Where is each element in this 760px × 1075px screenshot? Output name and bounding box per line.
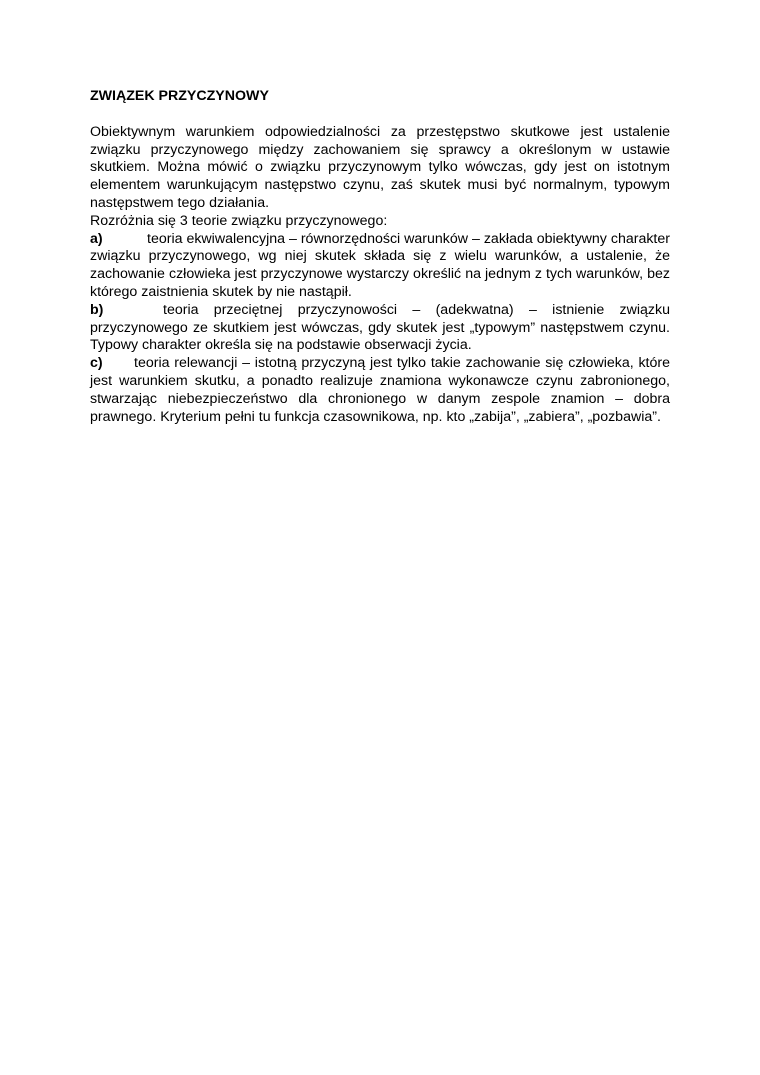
document-title: ZWIĄZEK PRZYCZYNOWY	[90, 88, 269, 104]
document-page	[90, 88, 670, 426]
theory-text-c: teoria relewancji – istotną przyczyną jest tylko takie zachowanie się człowieka, które jest warunkiem skutku, a ponadto realizuje znamiona wykonawcze czynu zabronionego, stwarzając niebezpieczeństwo dla chronionego w danym zespole znamion – dobra prawnego. Kryterium pełni tu funkcja czasownikowa, np. kto „zabija”, „zabiera”, „pozbawia”.	[90, 355, 670, 425]
theory-item-b	[90, 302, 670, 355]
theories-intro: Rozróżnia się 3 teorie związku przyczynowego:	[90, 212, 388, 229]
theory-marker-a: a)	[90, 230, 103, 247]
theory-item-a	[90, 231, 670, 302]
theory-marker-c: c)	[90, 355, 103, 372]
theory-marker-b: b)	[90, 301, 104, 318]
theory-item-c	[90, 355, 670, 426]
theory-text-b: teoria przeciętnej przyczynowości – (adekwatna) – istnienie związku przyczynowego ze skutkiem jest wówczas, gdy skutek jest „typowym” następstwem czynu. Typowy charakter określa się na podstawie obserwacji życia.	[90, 301, 670, 354]
theory-text-a: teoria ekwiwalencyjna – równorzędności warunków – zakłada obiektywny charakter związku przyczynowego, wg niej skutek składa się z wielu warunków, a ustalenie, że zachowanie człowieka jest przyczynowe wystarczy określić na jednym z tych warunków, bez którego zaistnienia skutek by nie nastąpił.	[90, 230, 670, 300]
intro-paragraph: Obiektywnym warunkiem odpowiedzialności za przestępstwo skutkowe jest ustalenie związku przyczynowego między zachowaniem się sprawcy a określonym w ustawie skutkiem. Można mówić o związku przyczynowym tylko wówczas, gdy jest on istotnym elementem warunkującym następstwo czynu, zaś skutek musi być normalnym, typowym następstwem tego działania.	[90, 123, 670, 211]
